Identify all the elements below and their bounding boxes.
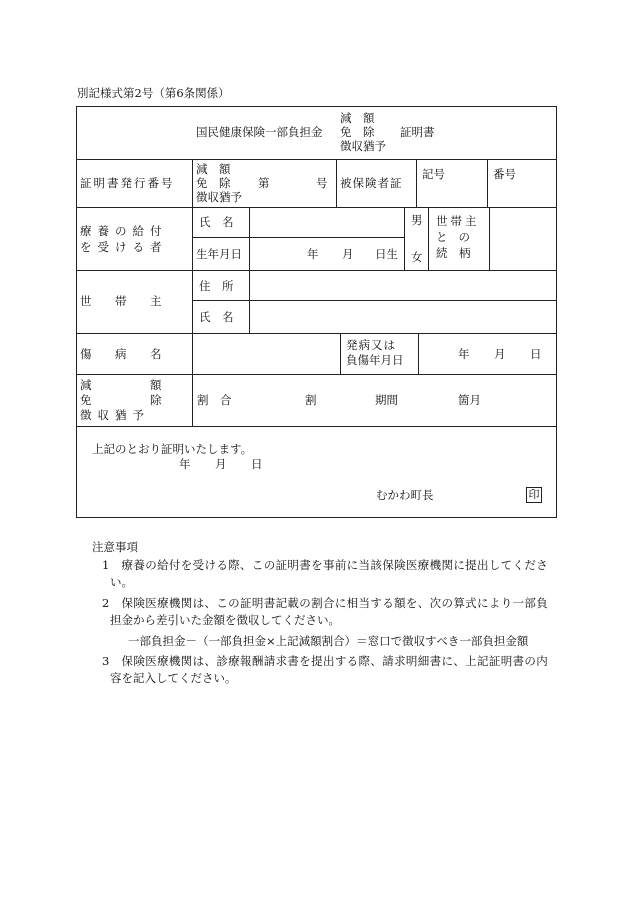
- cert-year: 年: [179, 457, 191, 471]
- rule: [192, 159, 193, 426]
- dai-label: 第: [258, 176, 270, 190]
- birth-day: 日生: [375, 247, 398, 261]
- onset-label-1: 発病又は: [346, 338, 396, 352]
- certificate-table: [76, 106, 557, 518]
- relation-label-1: 世帯主: [436, 214, 480, 228]
- rule: [76, 159, 557, 160]
- certification-statement: 上記のとおり証明いたします。: [92, 442, 253, 456]
- address-label: 住 所: [199, 279, 234, 293]
- mayor-label: むかわ町長: [376, 488, 434, 502]
- seal-box: 印: [526, 487, 542, 503]
- female-label: 女: [411, 250, 423, 264]
- title-option-deferral: 徴収猶予: [340, 139, 386, 153]
- cert-number-label: 証明書発行番号: [80, 176, 175, 190]
- onset-day: 日: [530, 347, 542, 361]
- title-option-reduction: 減 額: [340, 111, 375, 125]
- insured-card-label: 被保険者証: [340, 176, 403, 190]
- injury-label: 傷 病 名: [80, 347, 168, 361]
- rule: [76, 426, 557, 427]
- rule: [76, 333, 557, 334]
- cert-month: 月: [215, 457, 227, 471]
- note-1-line-2: い。: [110, 575, 133, 589]
- relation-label-2: との: [436, 230, 481, 244]
- recipient-name-label: 氏 名: [199, 215, 234, 229]
- onset-month: 月: [494, 347, 506, 361]
- note-2-line-2: 担金から差引いた金額を徴収してください。: [110, 613, 340, 627]
- rule: [249, 207, 250, 333]
- rule: [76, 374, 557, 375]
- number-label: 番号: [493, 167, 516, 181]
- period-label: 期間: [375, 393, 398, 407]
- cert-day: 日: [251, 457, 263, 471]
- reduction-label-3: 徴収猶予: [80, 408, 150, 422]
- note-3-line-2: 容を記入してください。: [110, 671, 237, 685]
- notes-heading: 注意事項: [92, 540, 138, 554]
- rule: [404, 207, 405, 270]
- ratio-label: 割 合: [197, 393, 232, 407]
- recipient-label-1: 療養の給付: [80, 224, 168, 238]
- go-label: 号: [316, 176, 328, 190]
- householder-label: 世 帯 主: [80, 294, 168, 308]
- note-2-line-1: 2 保険医療機関は、この証明書記載の割合に相当する額を、次の算式により一部負: [102, 596, 549, 610]
- reduction-label-1: 減 額: [80, 378, 168, 392]
- note-2-formula: 一部負担金－（一部負担金×上記減額割合）＝窓口で徴収すべき一部負担金額: [128, 634, 529, 648]
- rule: [418, 333, 419, 374]
- onset-label-2: 負傷年月日: [346, 353, 404, 367]
- rule: [340, 333, 341, 374]
- birth-month: 月: [342, 247, 354, 261]
- reduction-label-2: 免 除: [80, 393, 168, 407]
- rule: [428, 207, 429, 270]
- rule: [489, 207, 490, 270]
- title-left: 国民健康保険一部負担金: [196, 125, 323, 139]
- symbol-label: 記号: [422, 167, 445, 181]
- rule: [487, 159, 488, 207]
- wari-label: 割: [305, 393, 317, 407]
- title-suffix: 証明書: [400, 125, 435, 139]
- rule: [192, 300, 557, 301]
- form-number: 別記様式第2号（第6条関係）: [77, 86, 230, 100]
- rule: [76, 207, 557, 208]
- rule: [192, 237, 404, 238]
- months-label: 箇月: [458, 393, 481, 407]
- note-3-line-1: 3 保険医療機関は、診療報酬請求書を提出する際、請求明細書に、上記証明書の内: [102, 654, 549, 668]
- householder-name-label: 氏 名: [199, 310, 234, 324]
- birth-year: 年: [307, 247, 319, 261]
- onset-year: 年: [458, 347, 470, 361]
- birthdate-label: 生年月日: [196, 247, 242, 261]
- rule: [76, 270, 557, 271]
- rule: [336, 159, 337, 207]
- title-option-exemption: 免 除: [340, 125, 375, 139]
- type-deferral: 徴収猶予: [196, 190, 242, 204]
- rule: [416, 159, 417, 207]
- type-exemption: 免 除: [196, 176, 231, 190]
- recipient-label-2: を受ける者: [80, 240, 168, 254]
- type-reduction: 減 額: [196, 162, 231, 176]
- note-1-line-1: 1 療養の給付を受ける際、この証明書を事前に当該保険医療機関に提出してくださ: [102, 558, 549, 572]
- male-label: 男: [411, 213, 423, 227]
- relation-label-3: 続 柄: [436, 246, 471, 260]
